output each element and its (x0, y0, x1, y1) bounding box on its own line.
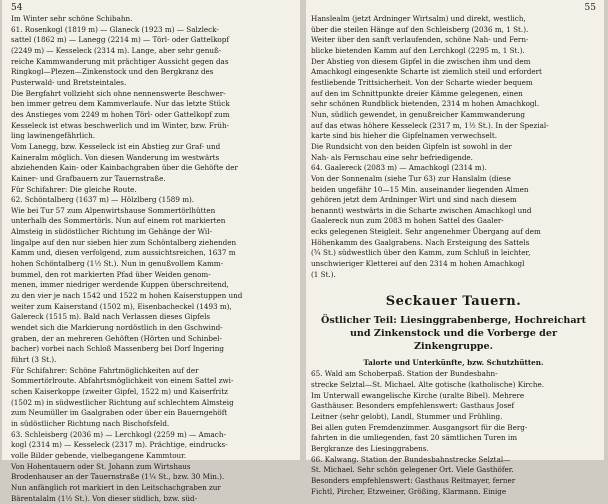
text-line: Bärentalalm (1½ St.). Von dieser südlich, bzw. süd- (11, 493, 198, 503)
text-line: Vom Lanegg, bzw. Kesseleck ist ein Abstieg zur Graf- und (11, 141, 221, 151)
text-line: Gaalereck nun zum 2083 m hohen Sattel des Gaaler- (311, 216, 504, 226)
left-page (2, 0, 300, 503)
text-line: Kamm und, diesen verfolgend, zum aussichtsreichen, 1637 m (11, 248, 236, 258)
text-line: Die Rundsicht von den beiden Gipfeln ist sowohl in der (311, 141, 512, 151)
subheading: Talorte und Unterkünfte, bzw. Schutzhütten. (363, 358, 544, 368)
text-line: beiden ungefähr 10—15 Min. auseinander liegenden Almen (311, 184, 529, 194)
text-line: (1502 m) in südwestlicher Richtung auf schlechtem Almsteig (11, 397, 234, 407)
text-line: St. Michael. Sehr schön gelegener Ort. Viele Gasthöfer. (311, 465, 514, 475)
text-line: Pusterwald- und Bretsteintales. (11, 77, 127, 87)
text-line: zu den vier je nach 1542 und 1522 m hohen Kaiserstuppen und (11, 291, 243, 301)
text-line: Kesseleck ist etwas beschwerlich und im Winter, bzw. Früh- (11, 120, 230, 130)
text-line: gehören jetzt dem Ardninger Wirt und sind nach diesem (311, 195, 517, 205)
text-line: bacher) vorbei nach Schloß Massenberg bei Dorf Ingering (11, 344, 224, 354)
page-number: 55 (584, 3, 596, 13)
text-line: Brodenhauser an der Tauernstraße (1¼ St., bzw. 30 Min.). (11, 472, 225, 482)
right-page (306, 0, 604, 496)
text-line: kogl (2314 m) — Kesseleck (2317 m). Prächtige, eindrucks- (11, 440, 228, 450)
text-line: auf das etwas höhere Kesseleck (2317 m, 1½ St.). In der Spezial- (311, 120, 549, 130)
text-line: Sommertörlroute. Abfahrtsmöglichkeit von einem Sattel zwi- (11, 376, 234, 386)
text-line: schen Kaiserkoppe (zweiter Gipfel, 1522 m) und Kaiserfritz (11, 386, 228, 396)
text-line: lingalpe auf den nur sieben hier zum Schöntalberg ziehenden (11, 237, 237, 247)
text-line: unschwieriger Kletterei auf den 2314 m hohen Amachkogl (311, 259, 525, 269)
text-line: volle Bilder gebende, vielbegangene Kammtour. (11, 450, 187, 460)
text-line: Galereck (1515 m). Bald nach Verlassen dieses Gipfels (11, 312, 211, 322)
text-line: ben immer getreu dem Kammverlaufe. Nur das letzte Stück (11, 99, 230, 109)
text-line: Fichtl, Pircher, Etzweiner, Größing, Klarmann. Einige (311, 486, 507, 496)
text-line: Nah- als Fernschau eine sehr befriedigende. (311, 152, 473, 162)
text-line: Für Schifahrer: Schöne Fahrtmöglichkeiten auf der (11, 365, 199, 375)
text-line: blicke bietenden Kamm auf den Lerchkogl (2295 m, 1 St.). (311, 45, 525, 55)
text-line: zum Neumüller im Gaalgraben oder über ein Bauerngehöft (11, 408, 228, 418)
text-line: Wie bei Tur 57 zum Alpenwirtshause Sommertörlhütten (11, 205, 216, 215)
left-page-text (11, 14, 296, 504)
text-line: Nun anfänglich rot markiert in den Leitschachgraben zur (11, 482, 221, 492)
text-line: Almsteig in südöstlicher Richtung im Gehänge der Wil- (11, 227, 212, 237)
text-line: auf den im Schnittpunkte dreier Kämme gelegenen, einen (311, 88, 523, 98)
text-line: 63. Schleisberg (2036 m) — Lerchkogl (2259 m) — Amach- (11, 429, 226, 439)
text-line: (1 St.). (311, 269, 336, 279)
text-line: graben, der an mehreren Gehöften (Hörten und Schinbel- (11, 333, 222, 343)
text-line: reiche Kammwanderung mit prächtiger Aussicht gegen das (11, 56, 229, 66)
text-line: ling lawinengefährlich. (11, 131, 96, 141)
text-line: 62. Schöntalberg (1637 m) — Hölzlberg (1589 m). (11, 195, 195, 205)
right-page-text-block (311, 369, 596, 497)
text-line: sattel (1862 m) — Lanegg (2214 m) — Törl- oder Gattelkopf (11, 35, 230, 45)
text-line: Bergkranze des Liesinggrabens. (311, 444, 429, 453)
text-line: karte sind bis hieher die Gipfelnamen verwechselt. (311, 131, 498, 141)
text-line: Im Winter sehr schöne Schibahn. (11, 14, 133, 23)
text-line: Für Schifahrer: Die gleiche Route. (11, 184, 137, 194)
text-line: Bei allen guten Fremdenzimmer. Ausgangsort für die Berg- (311, 422, 528, 432)
text-line: weiter zum Kaiserstand (1502 m), Eisenbacheckel (1493 m), (11, 301, 232, 311)
section-title: Seckauer Tauern. (385, 294, 522, 310)
text-line: ecks gelegenen Steigleit. Sehr angenehmer Übergang auf dem (311, 227, 541, 237)
text-line: hohen Schöntalberg (1½ St.). Nun in genußvollem Kamm- (11, 259, 224, 269)
text-line: abziehenden Kain- oder Kainbachgraben über die Gehöfte der (11, 163, 238, 173)
page-number: 54 (11, 3, 23, 13)
text-line: Nun, südlich gewendet, in genußreicher Kammwanderung (311, 109, 526, 119)
text-line: 61. Rosenkogl (1819 m) — Glaneck (1923 m) — Salzleck- (11, 24, 219, 34)
text-line: Der Abstieg von diesem Gipfel in die zwischen ihm und dem (311, 56, 531, 66)
text-line: des Anstieges vom 2249 m hohen Törl- oder Gattelkopf zum (11, 109, 230, 119)
book-spread (2, 0, 606, 503)
text-line: Im Unterwall ewangelische Kirche (uralte Bibel). Mehrere (311, 390, 525, 400)
text-line: Weiter über den sanft verlaufenden, schöne Nah- und Fern- (311, 35, 529, 45)
text-line: Die Bergfahrt vollzieht sich ohne nennenswerte Beschwer- (11, 88, 226, 98)
text-line: fahrten in die umliegenden, fast 20 sämtlichen Turen im (311, 433, 518, 443)
text-line: benannt) westwärts in die Scharte zwischen Amachkogl und (311, 205, 532, 215)
text-line: bummel, den rot markierten Pfad über Weiden genom- (11, 269, 211, 279)
text-line: strecke Selztal—St. Michael. Alte gotische (katholische) Kirche. (311, 380, 544, 390)
text-line: Amachkogl eingesenkte Scharte ist ziemlich steil und erfordert (311, 67, 542, 77)
text-line: Besonders empfehlenswert: Gasthaus Reitmayer, ferner (311, 475, 516, 485)
text-line: festliebende Trittsicherheit. Von der Scharte wieder bequem (311, 77, 533, 87)
text-line: wendet sich die Markierung nordöstlich in den Gschwind- (11, 323, 223, 333)
text-line: 66. Kalwang. Station der Bundesbahnstrecke Selztal— (311, 454, 511, 464)
text-line: Gasthäuser. Besonders empfehlenswert: Gasthaus Josef (311, 401, 515, 411)
text-line: Ringkogl—Plezen—Zinkenstock und den Bergkranz des (11, 67, 214, 77)
text-line: Kainer- und Grafbauern zur Tauernstraße. (11, 173, 166, 183)
text-line: 65. Wald am Schoberpaß. Station der Bundesbahn- (311, 369, 498, 379)
text-line: menen, immer niedriger werdende Kuppen überschreitend, (11, 280, 229, 290)
text-line: Hanslealm (jetzt Ardninger Wirtsalm) und direkt, westlich, (311, 14, 526, 23)
text-line: (¾ St.) südwestlich über den Kamm, zum Schluß in leichter, (311, 248, 531, 258)
text-line: über die steilen Hänge auf den Schleisberg (2036 m, 1 St.). (311, 24, 529, 34)
text-line: 64. Gaalereck (2083 m) — Amachkogl (2314 m). (311, 163, 487, 173)
text-line: sehr schönen Rundblick bietenden, 2314 m hohen Amachkogl. (311, 99, 540, 109)
text-line: führt (3 St.). (11, 355, 57, 364)
text-line: Höhenkamm des Gaalgrabens. Nach Ersteigung des Sattels (311, 237, 530, 247)
text-line: (2249 m) — Kesseleck (2314 m). Lange, aber sehr genuß- (11, 45, 222, 55)
right-page-text-block (311, 14, 596, 280)
text-line: in südöstlicher Richtung nach Bischofsfeld. (11, 418, 170, 428)
text-line: Von der Sonnenalm (siehe Tur 63) zur Hanslalm (diese (311, 173, 511, 183)
text-line: Von Hohentauern oder St. Johann zum Wirtshaus (11, 461, 191, 471)
section-subtitle: Östlicher Teil: Liesinggrabenberge, Hochreichart und Zinkenstock und die Vorberge der Zinkengruppe. (320, 315, 587, 353)
text-line: Leitner (sehr gelobt), Landl, Stummer und Frühling. (311, 412, 503, 422)
text-line: Kaineralm möglich. Von diesen Wanderung im westwärts (11, 152, 220, 162)
text-line: unterhalb des Sommertörls. Nun auf einem rot markierten (11, 216, 226, 226)
